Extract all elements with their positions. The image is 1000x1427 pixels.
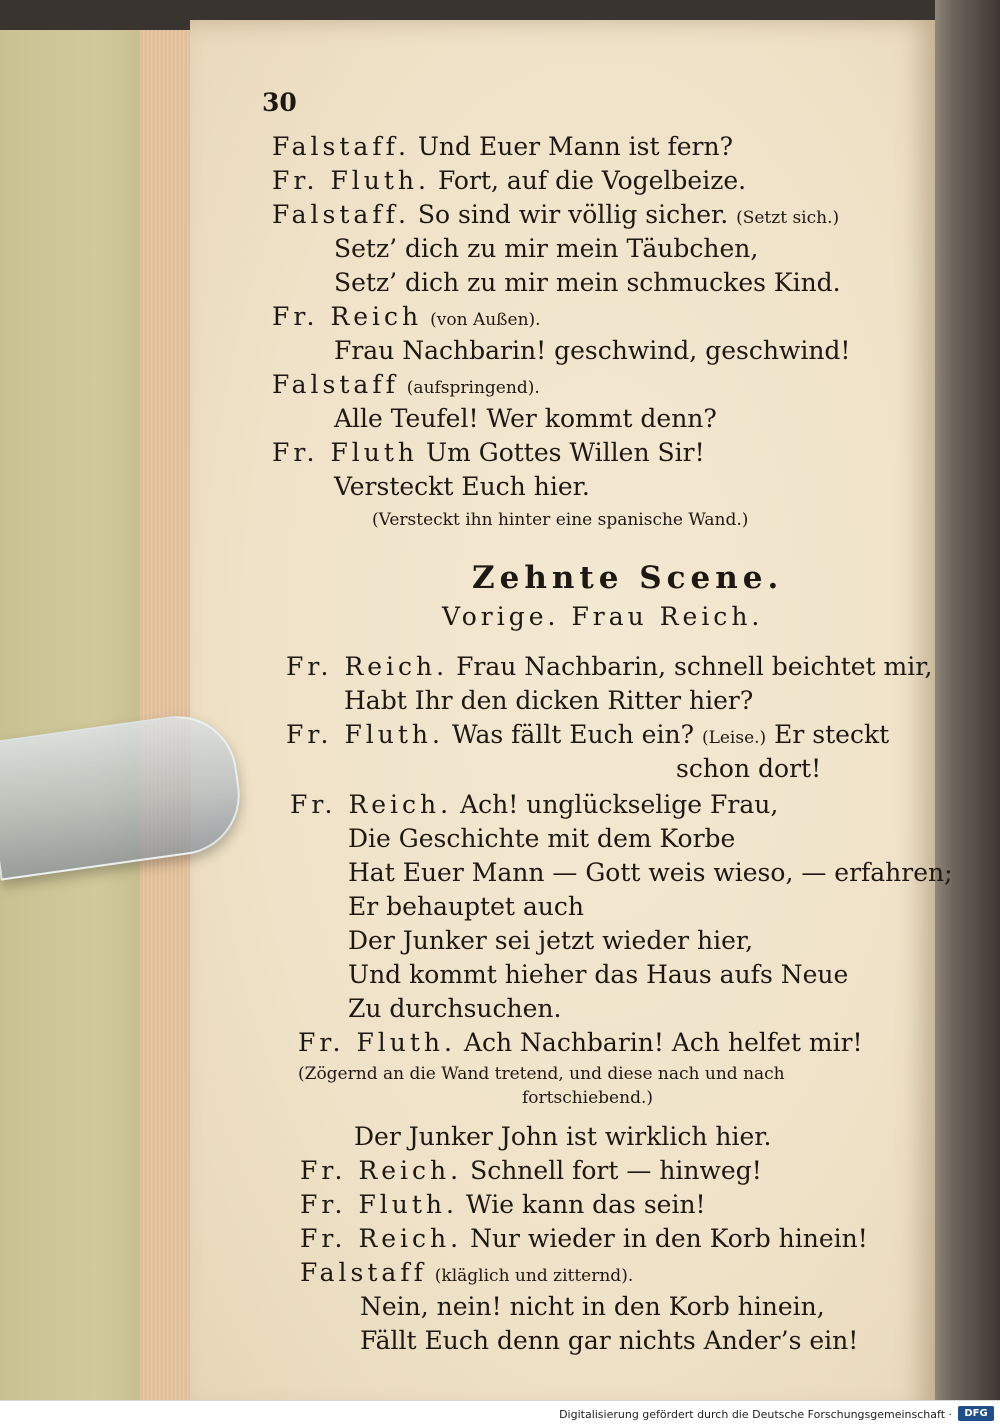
text-line (354, 1122, 771, 1151)
text-line (334, 268, 841, 297)
text-line (334, 472, 590, 501)
stage-direction: (Leise.) (701, 728, 767, 748)
text-line (348, 960, 848, 989)
speaker-name: Fr. Fluth. (286, 720, 444, 749)
stage-direction: (kläglich und zitternd). (434, 1266, 634, 1286)
text-line (348, 858, 953, 887)
text-line (272, 302, 541, 331)
speaker-name: Falstaff. (272, 132, 410, 161)
dialogue-text: Wie kann das sein! (465, 1190, 706, 1219)
dialogue-text: Fort, auf die Vogelbeize. (437, 166, 747, 195)
speaker-name: Fr. Fluth. (272, 166, 430, 195)
text-line (522, 1088, 653, 1108)
dialogue-text: Er steckt (774, 720, 890, 749)
text-line (272, 166, 746, 195)
dialogue-text: Schnell fort — hinweg! (470, 1156, 762, 1185)
text-line (272, 200, 839, 229)
stage-direction: fortschiebend.) (522, 1088, 653, 1108)
scene-cast: Vorige. Frau Reich. (442, 602, 764, 631)
dialogue-text: Was fällt Euch ein? (451, 720, 694, 749)
funding-credit: Digitalisierung gefördert durch die Deutsche Forschungsgemeinschaft · (559, 1408, 952, 1421)
speaker-name: Fr. Fluth. (300, 1190, 458, 1219)
text-line (372, 510, 748, 530)
dialogue-text: Und Euer Mann ist fern? (417, 132, 733, 161)
stage-direction: (aufspringend). (406, 378, 540, 398)
text-line (344, 686, 753, 715)
dialogue-text: Fällt Euch denn gar nichts Ander’s ein! (360, 1326, 859, 1355)
dialogue-text: Um Gottes Willen Sir! (426, 438, 705, 467)
dialogue-text: So sind wir völlig sicher. (417, 200, 729, 229)
text-line (290, 790, 778, 819)
stage-direction: (Setzt sich.) (736, 208, 840, 228)
dfg-logo: DFG (958, 1406, 994, 1421)
dialogue-text: Ach Nachbarin! Ach helfet mir! (463, 1028, 863, 1057)
dialogue-text: Hat Euer Mann — Gott weis wieso, — erfahren; (348, 858, 953, 887)
text-line (360, 1326, 858, 1355)
text-line (334, 234, 758, 263)
speaker-name: Falstaff (272, 370, 399, 399)
speaker-name: Falstaff. (272, 200, 410, 229)
speaker-name: Fr. Reich (272, 302, 423, 331)
dialogue-text: Setz’ dich zu mir mein schmuckes Kind. (334, 268, 841, 297)
dialogue-text: Versteckt Euch hier. (334, 472, 590, 501)
text-line (286, 652, 932, 681)
text-line (272, 438, 705, 467)
dialogue-text: Er behauptet auch (348, 892, 584, 921)
text-line (300, 1258, 633, 1287)
text-line (348, 892, 584, 921)
speaker-name: Fr. Reich. (290, 790, 453, 819)
page-number: 30 (262, 88, 297, 117)
speaker-name: Fr. Reich. (300, 1224, 463, 1253)
dialogue-text: Frau Nachbarin, schnell beichtet mir, (456, 652, 933, 681)
dialogue-text: Ach! unglückselige Frau, (460, 790, 779, 819)
dialogue-text: Zu durchsuchen. (348, 994, 562, 1023)
text-line (348, 824, 735, 853)
text-line (298, 1064, 785, 1084)
dialogue-text: Die Geschichte mit dem Korbe (348, 824, 736, 853)
text-line (334, 336, 850, 365)
text-line (286, 720, 889, 749)
dialogue-text: Nur wieder in den Korb hinein! (470, 1224, 868, 1253)
dialogue-text: Der Junker John ist wirklich hier. (354, 1122, 772, 1151)
text-line (348, 926, 753, 955)
dialogue-text: Nein, nein! nicht in den Korb hinein, (360, 1292, 825, 1321)
dialogue-text: Der Junker sei jetzt wieder hier, (348, 926, 754, 955)
footer-bar (0, 1400, 1000, 1427)
text-line (300, 1190, 706, 1219)
stage-direction: (Zögernd an die Wand tretend, und diese nach und nach (298, 1064, 785, 1084)
text-line (334, 404, 717, 433)
speaker-name: Fr. Fluth. (298, 1028, 456, 1057)
stage-direction: (von Außen). (430, 310, 541, 330)
text-line (676, 754, 821, 783)
text-line (360, 1292, 825, 1321)
speaker-name: Fr. Reich. (286, 652, 449, 681)
speaker-name: Falstaff (300, 1258, 427, 1287)
dialogue-text: Alle Teufel! Wer kommt denn? (334, 404, 717, 433)
stage-direction: (Versteckt ihn hinter eine spanische Wand.) (372, 510, 749, 530)
text-line (272, 370, 540, 399)
text-line (272, 132, 733, 161)
right-page-shadow (935, 0, 1000, 1400)
text-line (300, 1156, 762, 1185)
dialogue-text: Habt Ihr den dicken Ritter hier? (344, 686, 754, 715)
text-line (298, 1028, 863, 1057)
text-line (300, 1224, 868, 1253)
dialogue-text: Setz’ dich zu mir mein Täubchen, (334, 234, 759, 263)
dialogue-text: schon dort! (676, 754, 822, 783)
text-line (348, 994, 561, 1023)
dialogue-text: Und kommt hieher das Haus aufs Neue (348, 960, 849, 989)
dialogue-text: Frau Nachbarin! geschwind, geschwind! (334, 336, 851, 365)
speaker-name: Fr. Reich. (300, 1156, 463, 1185)
scene-heading: Zehnte Scene. (472, 560, 784, 596)
speaker-name: Fr. Fluth (272, 438, 419, 467)
